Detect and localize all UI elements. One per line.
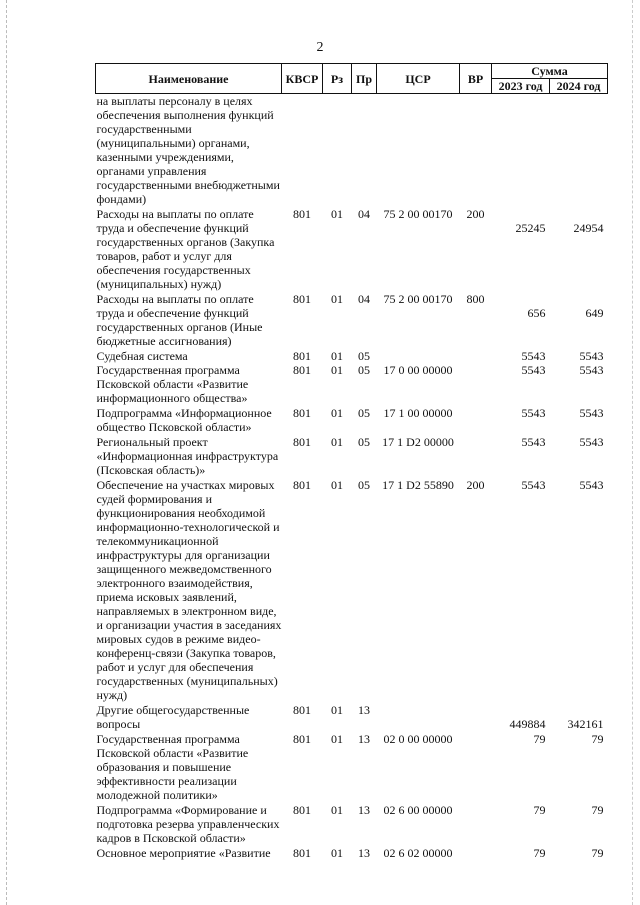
row-name: Государственная программа Псковской области «Развитие образования и повышение эффективности реализации молодежной политики»	[96, 732, 249, 802]
row-sum-2023	[492, 94, 550, 208]
row-kvsr: 801	[293, 732, 311, 746]
row-sum-2024: 24954	[573, 221, 604, 235]
row-csr: 17 1 D2 00000	[382, 435, 454, 449]
row-vr	[460, 703, 492, 732]
row-name: Расходы на выплаты по оплате труда и обеспечение функций государственных органов (Закупка товаров, работ и услуг для обеспечения государственных (муниципальных) нужд)	[96, 207, 275, 291]
row-csr	[377, 703, 460, 732]
row-sum-2023: 5543	[521, 363, 546, 377]
row-csr	[377, 94, 460, 208]
row-kvsr: 801	[293, 703, 311, 717]
header-year-2024: 2024 год	[550, 79, 608, 94]
row-rz	[323, 94, 352, 208]
table-row	[96, 207, 608, 292]
row-kvsr: 801	[293, 846, 311, 860]
row-name: Региональный проект «Информационная инфраструктура (Псковская область)»	[96, 435, 279, 477]
row-sum-2024: 79	[591, 803, 604, 817]
row-sum-2023: 5543	[521, 349, 546, 363]
table-row	[96, 732, 608, 803]
row-sum-2024: 342161	[567, 717, 604, 731]
row-vr	[460, 349, 492, 363]
row-rz: 01	[331, 732, 343, 746]
row-sum-2024: 5543	[579, 363, 604, 377]
row-pr: 05	[358, 406, 370, 420]
row-sum-2024: 79	[591, 732, 604, 746]
table-row	[96, 349, 608, 363]
header-vr: ВР	[460, 64, 492, 94]
row-pr: 05	[358, 349, 370, 363]
row-name: Подпрограмма «Формирование и подготовка резерва управленческих кадров в Псковской области»	[96, 803, 280, 845]
row-csr: 75 2 00 00170	[383, 207, 453, 221]
table-row	[96, 846, 608, 860]
header-pr: Пр	[352, 64, 377, 94]
row-kvsr: 801	[293, 349, 311, 363]
row-sum-2023: 5543	[521, 478, 546, 492]
row-sum-2024	[550, 94, 608, 208]
row-name: Подпрограмма «Информационное общество Псковской области»	[96, 406, 272, 434]
row-kvsr: 801	[293, 435, 311, 449]
header-rz: Рз	[323, 64, 352, 94]
row-csr: 17 1 D2 55890	[382, 478, 454, 492]
row-vr: 200	[466, 478, 485, 492]
row-csr: 75 2 00 00170	[383, 292, 453, 306]
table-row	[96, 478, 608, 703]
row-pr: 04	[358, 292, 370, 306]
row-pr: 13	[358, 803, 370, 817]
row-sum-2024: 5543	[579, 406, 604, 420]
table-header	[96, 64, 608, 94]
table-row	[96, 435, 608, 478]
row-vr	[460, 435, 492, 478]
table-row	[96, 94, 608, 208]
row-vr	[460, 94, 492, 208]
row-rz: 01	[331, 406, 343, 420]
row-rz: 01	[331, 478, 343, 492]
table-row	[96, 406, 608, 435]
scan-edge-left	[6, 0, 8, 905]
row-sum-2024: 79	[591, 846, 604, 860]
row-sum-2023: 5543	[521, 406, 546, 420]
table-body	[96, 94, 608, 861]
header-kvsr: КВСР	[282, 64, 323, 94]
header-year-2023: 2023 год	[492, 79, 550, 94]
row-rz: 01	[331, 207, 343, 221]
row-kvsr	[282, 94, 323, 208]
row-sum-2023: 25245	[515, 221, 546, 235]
budget-table	[95, 63, 608, 860]
row-csr: 02 0 00 00000	[383, 732, 453, 746]
row-sum-2024: 5543	[579, 435, 604, 449]
header-sum: Сумма	[492, 64, 608, 79]
row-pr: 04	[358, 207, 370, 221]
page-number: 2	[316, 40, 324, 55]
row-pr	[352, 94, 377, 208]
row-rz: 01	[331, 363, 343, 377]
row-kvsr: 801	[293, 406, 311, 420]
row-sum-2024: 5543	[579, 349, 604, 363]
row-sum-2024: 5543	[579, 478, 604, 492]
row-pr: 05	[358, 478, 370, 492]
row-sum-2023: 79	[533, 846, 546, 860]
table-row	[96, 803, 608, 846]
table-row	[96, 703, 608, 732]
row-csr: 17 1 00 00000	[383, 406, 453, 420]
row-rz: 01	[331, 435, 343, 449]
row-pr: 13	[358, 846, 370, 860]
row-vr	[460, 803, 492, 846]
header-csr: ЦСР	[377, 64, 460, 94]
row-pr: 05	[358, 435, 370, 449]
row-pr: 13	[358, 703, 370, 717]
row-kvsr: 801	[293, 292, 311, 306]
row-vr	[460, 363, 492, 406]
row-rz: 01	[331, 703, 343, 717]
table-row	[96, 363, 608, 406]
row-csr: 02 6 00 00000	[383, 803, 453, 817]
row-name: Расходы на выплаты по оплате труда и обеспечение функций государственных органов (Иные бюджетные ассигнования)	[96, 292, 263, 348]
row-name: Государственная программа Псковской области «Развитие информационного общества»	[96, 363, 249, 405]
row-kvsr: 801	[293, 363, 311, 377]
row-pr: 13	[358, 732, 370, 746]
row-kvsr: 801	[293, 803, 311, 817]
row-kvsr: 801	[293, 478, 311, 492]
row-name: Обеспечение на участках мировых судей формирования и функционирования необходимой информационно-технологической и телекоммуникационной инфраструктуры для организации защищенного межведомственного электронного взаимодействия, приема исковых заявлений, направляемых в электронном виде, и организации участия в заседаниях мировых судов в режиме видео-конференц-связи (Закупка товаров, работ и услуг для обеспечения государственных (муниципальных) нужд)	[96, 478, 282, 702]
row-name: на выплаты персоналу в целях обеспечения выполнения функций государственными (муниципальными) органами, казенными учреждениями, органами управления государственными внебюджетными фондами)	[96, 94, 280, 206]
header-name: Наименование	[96, 64, 282, 94]
row-name: Другие общегосударственные вопросы	[96, 703, 250, 731]
row-rz: 01	[331, 349, 343, 363]
row-sum-2023: 449884	[509, 717, 546, 731]
row-vr: 800	[466, 292, 485, 306]
row-vr: 200	[466, 207, 485, 221]
scan-edge-right	[632, 0, 634, 905]
row-name: Основное мероприятие «Развитие	[96, 846, 271, 860]
row-rz: 01	[331, 292, 343, 306]
row-rz: 01	[331, 803, 343, 817]
row-sum-2023: 79	[533, 803, 546, 817]
row-csr: 17 0 00 00000	[383, 363, 453, 377]
row-csr	[377, 349, 460, 363]
table-row	[96, 292, 608, 349]
row-name: Судебная система	[96, 349, 188, 363]
row-sum-2024: 649	[585, 306, 604, 320]
row-sum-2023: 79	[533, 732, 546, 746]
row-vr	[460, 406, 492, 435]
row-rz: 01	[331, 846, 343, 860]
row-pr: 05	[358, 363, 370, 377]
row-csr: 02 6 02 00000	[383, 846, 453, 860]
row-sum-2023: 656	[527, 306, 546, 320]
row-vr	[460, 732, 492, 803]
row-vr	[460, 846, 492, 860]
row-sum-2023: 5543	[521, 435, 546, 449]
row-kvsr: 801	[293, 207, 311, 221]
